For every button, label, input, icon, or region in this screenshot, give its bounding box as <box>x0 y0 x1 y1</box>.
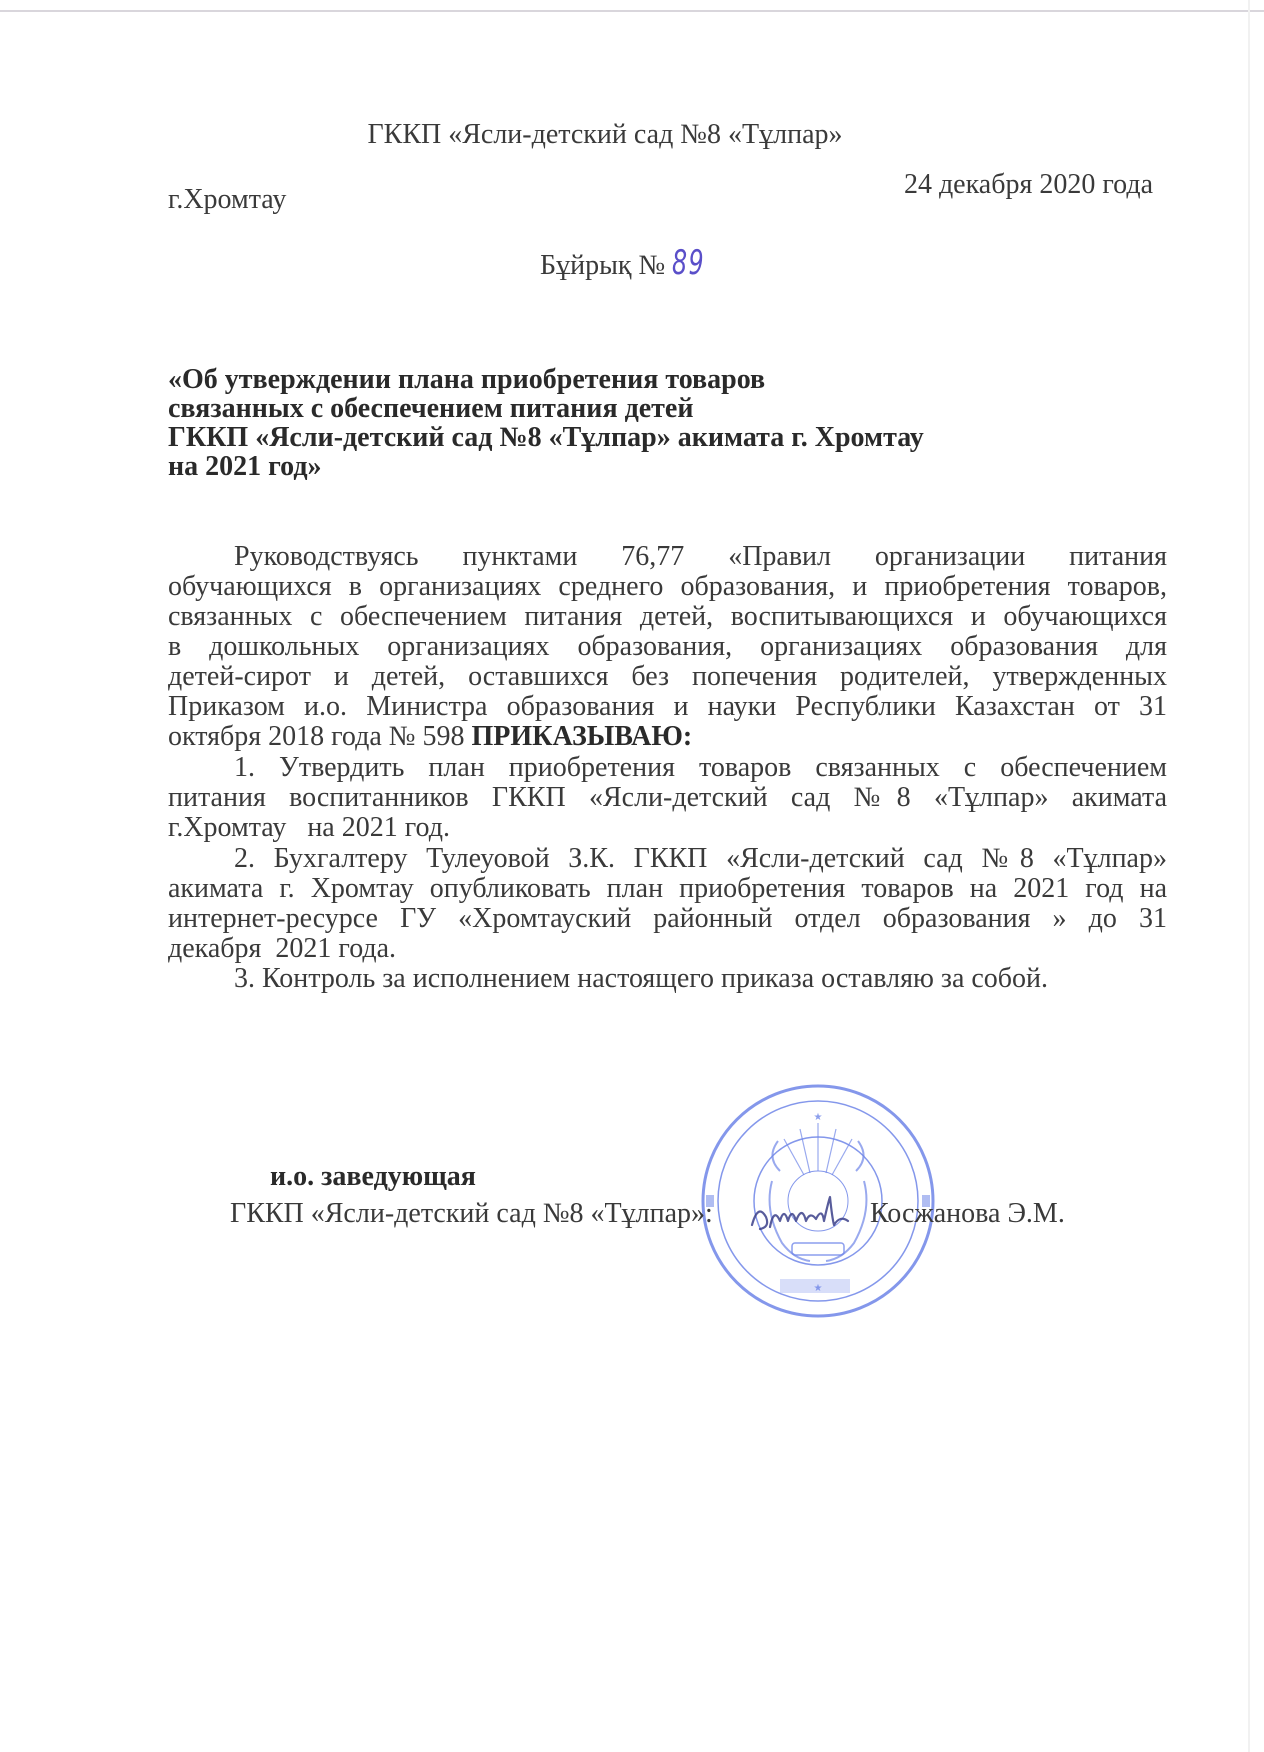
item-3-line: 3. Контроль за исполнением настоящего приказа оставляю за собой. <box>234 963 1049 994</box>
signatory-position: и.о. заведующая <box>270 1161 476 1192</box>
svg-text:★: ★ <box>813 1283 823 1294</box>
preamble-line: детей-сирот и детей, оставшихся без попечения родителей, утвержденных <box>168 661 1167 692</box>
preamble-line: в дошкольных организациях образования, организациях образования для <box>168 631 1167 662</box>
signatory-name: Косжанова Э.М. <box>870 1198 1065 1229</box>
item-1-line: 1. Утвердить план приобретения товаров связанных с обеспечением <box>234 752 1167 783</box>
city: г.Хромтау <box>168 184 287 215</box>
organization-header: ГККП «Ясли-детский сад №8 «Тұлпар» <box>367 119 843 150</box>
handwritten-signature <box>748 1195 866 1241</box>
item-2-line: акимата г. Хромтау опубликовать план приобретения товаров на 2021 год на <box>168 873 1167 904</box>
item-1-line: питания воспитанников ГККП «Ясли-детский сад №8 «Тұлпар» акимата <box>168 782 1167 813</box>
preamble-line: Приказом и.о. Министра образования и науки Республики Казахстан от 31 <box>168 691 1167 722</box>
title-line: связанных с обеспечением питания детей <box>168 393 694 424</box>
preamble-text: октября 2018 года № 598 <box>168 721 472 752</box>
preamble-line: связанных с обеспечением питания детей, воспитывающихся и обучающихся <box>168 601 1167 632</box>
document-date: 24 декабря 2020 года <box>903 169 1153 200</box>
preamble-line: обучающихся в организациях среднего образования, и приобретения товаров, <box>168 571 1167 602</box>
item-1-last-line: г.Хромтау на 2021 год. <box>168 812 450 843</box>
item-2-last-line: декабря 2021 года. <box>168 933 397 964</box>
order-word: ПРИКАЗЫВАЮ: <box>471 721 693 752</box>
order-label: Бұйрық № <box>540 250 666 281</box>
item-2-line: 2. Бухгалтеру Тулеуовой З.К. ГККП «Ясли-детский сад №8 «Тұлпар» <box>234 843 1167 874</box>
scan-edge-top <box>0 10 1264 12</box>
title-line: «Об утверждении плана приобретения товаров <box>168 364 766 395</box>
title-line: на 2021 год» <box>168 451 322 482</box>
order-number-handwritten: 89 <box>672 243 706 283</box>
signatory-organization: ГККП «Ясли-детский сад №8 «Тұлпар»: <box>230 1198 713 1229</box>
scan-edge-right <box>1248 0 1250 1752</box>
svg-text:★: ★ <box>813 1112 823 1123</box>
preamble-last-line <box>168 722 692 752</box>
title-line: ГККП «Ясли-детский сад №8 «Тұлпар» акимата г. Хромтау <box>168 422 924 453</box>
preamble-line: Руководствуясь пунктами 76,77 «Правил организации питания <box>234 541 1167 572</box>
order-heading <box>540 243 719 283</box>
item-2-line: интернет-ресурсе ГУ «Хромтауский районный отдел образования » до 31 <box>168 903 1167 934</box>
